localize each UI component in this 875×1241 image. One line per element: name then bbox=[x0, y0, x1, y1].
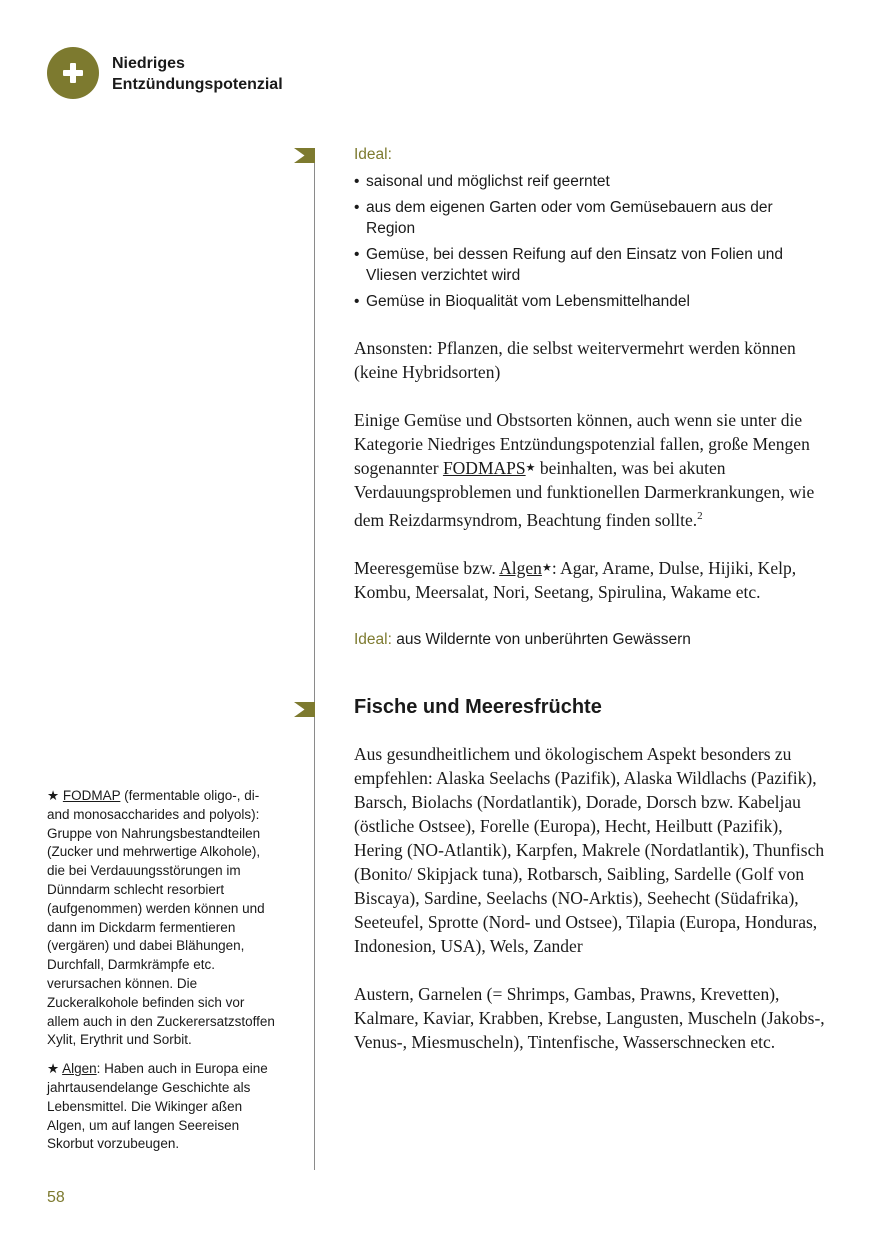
ideal-wildernte bbox=[354, 630, 826, 650]
ideal-label: Ideal: bbox=[354, 146, 392, 163]
section-title bbox=[112, 53, 342, 95]
footnotes bbox=[47, 787, 279, 1164]
paragraph-algen-text: : Agar, Arame, Dulse, Hijiki, Kelp, Kombu, Meersalat, Nori, Seetang, Spirulina, Wakame etc. bbox=[354, 557, 797, 602]
ideal-list-item-text: Gemüse in Bioqualität vom Lebensmittelhandel bbox=[366, 293, 690, 310]
ideal-list-item bbox=[354, 171, 826, 192]
ideal-list bbox=[354, 171, 826, 312]
heading-fish: Fische und Meeresfrüchte bbox=[354, 695, 602, 718]
page-number: 58 bbox=[47, 1189, 65, 1206]
plus-icon-vertical bbox=[70, 63, 76, 83]
section-title-line2: Entzündungspotenzial bbox=[112, 76, 283, 93]
ideal-list-item-text: Gemüse, bei dessen Reifung auf den Einsatz von Folien und Vliesen verzichtet wird bbox=[366, 246, 784, 284]
ideal-list-item-text: aus dem eigenen Garten oder vom Gemüsebauern aus der Region bbox=[366, 199, 773, 237]
bullet-glyph: • bbox=[354, 173, 360, 190]
main-column bbox=[354, 145, 826, 1054]
star-icon: ★ bbox=[541, 561, 552, 574]
footnote-fodmap-term: FODMAP bbox=[62, 788, 121, 803]
paragraph-algen bbox=[354, 556, 826, 604]
footnote-fodmap-text: (fermentable oligo-, di- and monosaccharides and polyols): Gruppe von Nahrungsbestandteilen (Zucker und mehrwertige Alkohole), die bei Verdauungsstörungen im Dünndarm schlecht resorbiert (aufgenommen) werden können und dann im Dickdarm fermentieren (vergären) und dabei Blähungen, Durchfall, Darmkrämpfe etc. verursachen können. Die Zuckeralkohole befinden sich vor allem auch in den Zuckerersatzstoffen Xylit, Erythrit und Sorbit. bbox=[47, 788, 275, 1048]
ideal-list-item bbox=[354, 244, 826, 286]
ideal-list-item-text: saisonal und möglichst reif geerntet bbox=[366, 173, 610, 190]
fodmap-reference-link[interactable]: FODMAPS bbox=[442, 458, 526, 478]
star-icon: ★ bbox=[47, 1061, 60, 1077]
algen-reference-link[interactable]: Algen bbox=[499, 557, 542, 578]
ideal-wildernte-text: aus Wildernte von unberührten Gewässern bbox=[396, 630, 691, 648]
paragraph-algen-text: Meeresgemüse bzw. bbox=[354, 557, 496, 578]
section-title-line1: Niedriges bbox=[112, 55, 185, 72]
paragraph-fish: Aus gesundheitlichem und ökologischem Aspekt besonders zu empfehlen: Alaska Seelachs (Pazifik), Alaska Wildlachs (Pazifik), Barsch, Biolachs (Nordatlantik), Dorade, Dorsch bzw. Kabeljau (östliche Ostsee), Forelle (Europa), Hecht, Heilbutt (Pazifik), Hering (NO-Atlantik), Karpfen, Makrele (Nordatlantik), Thunfisch (Bonito/ Skipjack tuna), Rotbarsch, Saibling, Sardelle (Golf von Biscaya), Sardine, Seelachs (NO-Arktis), Seehecht (Südafrika), Seeteufel, Sprotte (Nord- und Ostsee), Tilapia (Europa, Honduras, Indonesion, USA), Wels, Zander bbox=[354, 743, 825, 956]
star-icon: ★ bbox=[525, 462, 536, 474]
footnote-algen-term: Algen bbox=[62, 1061, 97, 1077]
footnote-algen bbox=[47, 1060, 279, 1154]
column-divider bbox=[314, 148, 315, 1170]
paragraph-seafood: Austern, Garnelen (= Shrimps, Gambas, Prawns, Krevetten), Kalmare, Kaviar, Krabben, Krebse, Langusten, Muscheln (Jakobs-, Venus-, Miesmuscheln), Tintenfische, Wasserschnecken etc. bbox=[354, 983, 825, 1052]
bullet-glyph: • bbox=[354, 293, 360, 310]
paragraph-fodmap bbox=[354, 408, 826, 532]
bullet-glyph: • bbox=[354, 199, 360, 216]
ideal-label: Ideal: bbox=[354, 630, 392, 648]
star-icon: ★ bbox=[47, 788, 60, 803]
paragraph-fodmap-text: Einige Gemüse und Obstsorten können, auch wenn sie unter die Kategorie Niedriges Entzündungspotenzial fallen, große Mengen sogenannter bbox=[354, 410, 810, 478]
footnote-reference[interactable]: 2 bbox=[697, 510, 703, 522]
ideal-list-item bbox=[354, 291, 826, 312]
footnote-fodmap bbox=[47, 787, 279, 1050]
footnote-algen-text: : Haben auch in Europa eine jahrtausendelange Geschichte als Lebensmittel. Die Wikinger aßen Algen, um auf langen Seereisen Skorbut vorzubeugen. bbox=[47, 1061, 268, 1152]
ideal-list-item bbox=[354, 197, 826, 239]
section-marker-fish bbox=[294, 702, 315, 717]
bullet-glyph: • bbox=[354, 246, 360, 263]
plus-badge-icon bbox=[47, 47, 99, 99]
paragraph-ansonsten: Ansonsten: Pflanzen, die selbst weitervermehrt werden können (keine Hybridsorten) bbox=[354, 338, 796, 382]
section-marker-ideal bbox=[294, 148, 315, 163]
paragraph-fodmap-text: beinhalten, was bei akuten Verdauungsproblemen und funktionellen Darmerkrankungen, wie dem Reizdarmsyndrom, Beachtung finden sollte. bbox=[354, 458, 815, 530]
